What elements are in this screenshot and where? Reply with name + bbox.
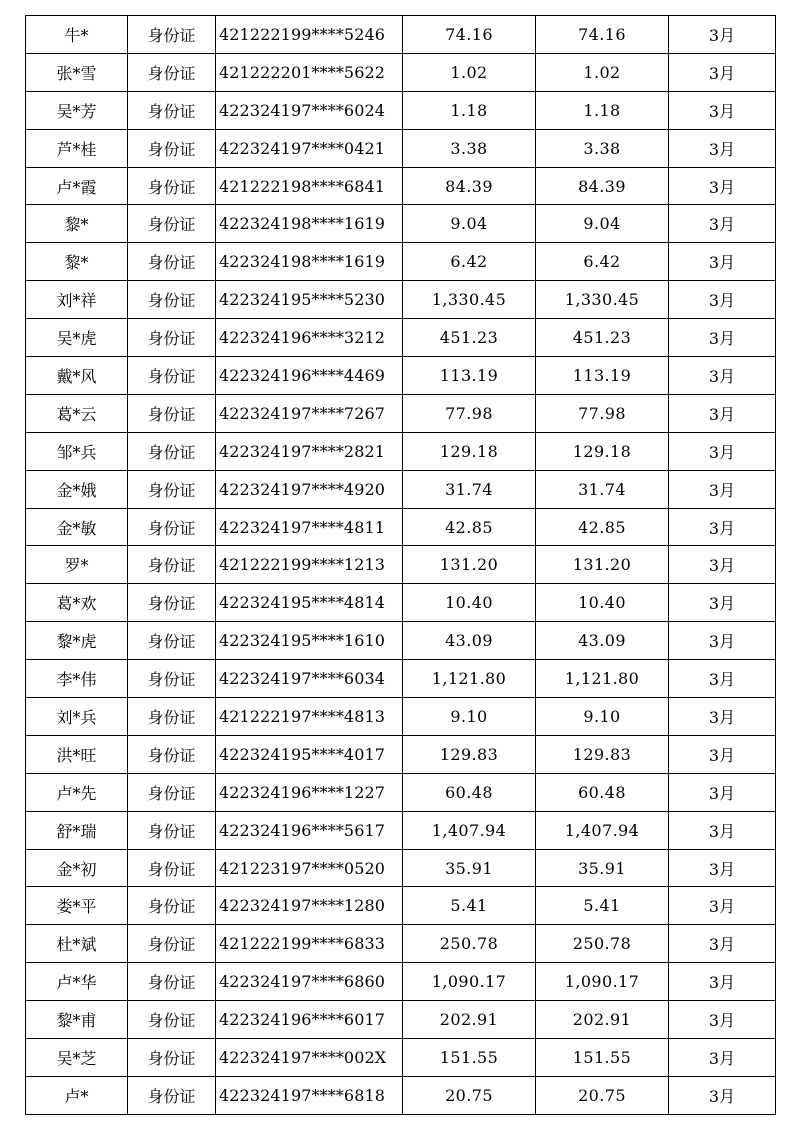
cell-name: 卢* [26, 1076, 128, 1114]
cell-doc-type: 身份证 [128, 91, 216, 129]
cell-doc-type: 身份证 [128, 394, 216, 432]
table-row [26, 432, 776, 470]
cell-doc-type: 身份证 [128, 887, 216, 925]
cell-amount-a: 74.16 [403, 16, 536, 54]
table-row [26, 470, 776, 508]
cell-id-number: 422324197****1280 [216, 887, 403, 925]
cell-month: 3月 [669, 773, 776, 811]
cell-amount-a: 129.18 [403, 432, 536, 470]
cell-month: 3月 [669, 167, 776, 205]
cell-doc-type: 身份证 [128, 16, 216, 54]
cell-id-number: 422324198****1619 [216, 243, 403, 281]
cell-amount-b: 1,121.80 [536, 660, 669, 698]
cell-amount-b: 1,407.94 [536, 811, 669, 849]
cell-amount-a: 1,407.94 [403, 811, 536, 849]
cell-month: 3月 [669, 622, 776, 660]
cell-amount-a: 43.09 [403, 622, 536, 660]
cell-amount-b: 1.02 [536, 53, 669, 91]
cell-doc-type: 身份证 [128, 129, 216, 167]
cell-amount-a: 1.02 [403, 53, 536, 91]
cell-amount-b: 1,330.45 [536, 281, 669, 319]
cell-amount-b: 43.09 [536, 622, 669, 660]
cell-month: 3月 [669, 319, 776, 357]
cell-doc-type: 身份证 [128, 698, 216, 736]
cell-name: 葛*云 [26, 394, 128, 432]
cell-amount-b: 31.74 [536, 470, 669, 508]
cell-id-number: 422324197****4811 [216, 508, 403, 546]
cell-month: 3月 [669, 281, 776, 319]
table-body [26, 16, 776, 1115]
cell-id-number: 422324196****1227 [216, 773, 403, 811]
cell-month: 3月 [669, 660, 776, 698]
cell-month: 3月 [669, 16, 776, 54]
cell-name: 卢*华 [26, 963, 128, 1001]
table-row [26, 1076, 776, 1114]
cell-amount-b: 129.18 [536, 432, 669, 470]
cell-month: 3月 [669, 963, 776, 1001]
cell-doc-type: 身份证 [128, 963, 216, 1001]
cell-amount-b: 113.19 [536, 357, 669, 395]
cell-id-number: 422324197****7267 [216, 394, 403, 432]
table-row [26, 622, 776, 660]
cell-amount-a: 42.85 [403, 508, 536, 546]
cell-month: 3月 [669, 811, 776, 849]
cell-amount-b: 74.16 [536, 16, 669, 54]
cell-name: 黎* [26, 205, 128, 243]
cell-doc-type: 身份证 [128, 167, 216, 205]
cell-name: 葛*欢 [26, 584, 128, 622]
cell-amount-b: 3.38 [536, 129, 669, 167]
cell-amount-a: 3.38 [403, 129, 536, 167]
cell-amount-b: 42.85 [536, 508, 669, 546]
cell-month: 3月 [669, 129, 776, 167]
cell-month: 3月 [669, 243, 776, 281]
cell-name: 金*初 [26, 849, 128, 887]
cell-name: 卢*先 [26, 773, 128, 811]
cell-doc-type: 身份证 [128, 53, 216, 91]
table-row [26, 735, 776, 773]
cell-id-number: 421222199****1213 [216, 546, 403, 584]
cell-month: 3月 [669, 53, 776, 91]
cell-month: 3月 [669, 1039, 776, 1077]
cell-amount-a: 113.19 [403, 357, 536, 395]
cell-name: 吴*芝 [26, 1039, 128, 1077]
cell-amount-a: 20.75 [403, 1076, 536, 1114]
cell-name: 李*伟 [26, 660, 128, 698]
cell-name: 罗* [26, 546, 128, 584]
cell-id-number: 422324195****5230 [216, 281, 403, 319]
cell-doc-type: 身份证 [128, 735, 216, 773]
cell-doc-type: 身份证 [128, 773, 216, 811]
cell-amount-a: 1,330.45 [403, 281, 536, 319]
table-row [26, 281, 776, 319]
table-row [26, 546, 776, 584]
cell-amount-a: 6.42 [403, 243, 536, 281]
cell-amount-a: 1,090.17 [403, 963, 536, 1001]
cell-name: 吴*芳 [26, 91, 128, 129]
cell-amount-a: 131.20 [403, 546, 536, 584]
table-row [26, 357, 776, 395]
cell-amount-b: 5.41 [536, 887, 669, 925]
cell-id-number: 421222199****6833 [216, 925, 403, 963]
cell-month: 3月 [669, 470, 776, 508]
cell-amount-b: 131.20 [536, 546, 669, 584]
cell-amount-b: 9.10 [536, 698, 669, 736]
cell-month: 3月 [669, 394, 776, 432]
cell-amount-a: 151.55 [403, 1039, 536, 1077]
cell-month: 3月 [669, 432, 776, 470]
table-row [26, 660, 776, 698]
cell-name: 张*雪 [26, 53, 128, 91]
cell-id-number: 422324195****4017 [216, 735, 403, 773]
table-row [26, 91, 776, 129]
cell-amount-a: 1.18 [403, 91, 536, 129]
cell-id-number: 422324196****5617 [216, 811, 403, 849]
table-row [26, 205, 776, 243]
cell-name: 黎*虎 [26, 622, 128, 660]
cell-amount-a: 35.91 [403, 849, 536, 887]
cell-name: 戴*风 [26, 357, 128, 395]
cell-amount-a: 10.40 [403, 584, 536, 622]
table-row [26, 1001, 776, 1039]
cell-doc-type: 身份证 [128, 584, 216, 622]
payment-table [25, 15, 776, 1115]
cell-id-number: 421222197****4813 [216, 698, 403, 736]
table-row [26, 963, 776, 1001]
cell-doc-type: 身份证 [128, 432, 216, 470]
cell-id-number: 422324195****1610 [216, 622, 403, 660]
cell-doc-type: 身份证 [128, 205, 216, 243]
table-row [26, 16, 776, 54]
table-row [26, 1039, 776, 1077]
cell-month: 3月 [669, 925, 776, 963]
cell-amount-b: 77.98 [536, 394, 669, 432]
table-row [26, 811, 776, 849]
cell-id-number: 422324197****2821 [216, 432, 403, 470]
cell-amount-b: 151.55 [536, 1039, 669, 1077]
cell-id-number: 421222201****5622 [216, 53, 403, 91]
table-row [26, 773, 776, 811]
table-row [26, 887, 776, 925]
cell-name: 舒*瑞 [26, 811, 128, 849]
cell-amount-b: 60.48 [536, 773, 669, 811]
table-row [26, 698, 776, 736]
cell-name: 杜*斌 [26, 925, 128, 963]
cell-amount-a: 250.78 [403, 925, 536, 963]
cell-month: 3月 [669, 584, 776, 622]
cell-name: 娄*平 [26, 887, 128, 925]
cell-amount-a: 202.91 [403, 1001, 536, 1039]
cell-doc-type: 身份证 [128, 1001, 216, 1039]
cell-month: 3月 [669, 735, 776, 773]
cell-id-number: 422324197****6024 [216, 91, 403, 129]
cell-month: 3月 [669, 849, 776, 887]
cell-amount-a: 60.48 [403, 773, 536, 811]
cell-doc-type: 身份证 [128, 849, 216, 887]
cell-amount-b: 202.91 [536, 1001, 669, 1039]
cell-amount-a: 5.41 [403, 887, 536, 925]
cell-name: 刘*兵 [26, 698, 128, 736]
cell-month: 3月 [669, 1076, 776, 1114]
cell-id-number: 422324197****4920 [216, 470, 403, 508]
cell-amount-a: 129.83 [403, 735, 536, 773]
cell-amount-b: 250.78 [536, 925, 669, 963]
cell-month: 3月 [669, 887, 776, 925]
cell-name: 吴*虎 [26, 319, 128, 357]
cell-month: 3月 [669, 205, 776, 243]
cell-doc-type: 身份证 [128, 622, 216, 660]
table-row [26, 243, 776, 281]
cell-amount-b: 35.91 [536, 849, 669, 887]
cell-id-number: 421222199****5246 [216, 16, 403, 54]
table-row [26, 53, 776, 91]
cell-amount-a: 9.04 [403, 205, 536, 243]
cell-doc-type: 身份证 [128, 546, 216, 584]
cell-month: 3月 [669, 508, 776, 546]
cell-name: 芦*桂 [26, 129, 128, 167]
cell-amount-b: 1,090.17 [536, 963, 669, 1001]
cell-doc-type: 身份证 [128, 357, 216, 395]
cell-name: 牛* [26, 16, 128, 54]
cell-id-number: 422324197****0421 [216, 129, 403, 167]
table-row [26, 925, 776, 963]
table-row [26, 129, 776, 167]
cell-id-number: 422324197****002X [216, 1039, 403, 1077]
cell-amount-a: 9.10 [403, 698, 536, 736]
cell-name: 黎* [26, 243, 128, 281]
cell-name: 卢*霞 [26, 167, 128, 205]
cell-id-number: 422324198****1619 [216, 205, 403, 243]
cell-doc-type: 身份证 [128, 925, 216, 963]
cell-doc-type: 身份证 [128, 470, 216, 508]
cell-id-number: 421223197****0520 [216, 849, 403, 887]
cell-amount-b: 6.42 [536, 243, 669, 281]
cell-amount-a: 451.23 [403, 319, 536, 357]
cell-month: 3月 [669, 357, 776, 395]
cell-amount-b: 10.40 [536, 584, 669, 622]
cell-name: 邹*兵 [26, 432, 128, 470]
cell-doc-type: 身份证 [128, 811, 216, 849]
cell-month: 3月 [669, 698, 776, 736]
cell-id-number: 422324197****6818 [216, 1076, 403, 1114]
cell-doc-type: 身份证 [128, 243, 216, 281]
table-row [26, 508, 776, 546]
table-row [26, 584, 776, 622]
cell-id-number: 422324196****3212 [216, 319, 403, 357]
cell-doc-type: 身份证 [128, 1076, 216, 1114]
cell-id-number: 422324197****6034 [216, 660, 403, 698]
table-row [26, 394, 776, 432]
cell-month: 3月 [669, 546, 776, 584]
cell-name: 刘*祥 [26, 281, 128, 319]
cell-month: 3月 [669, 91, 776, 129]
table-row [26, 319, 776, 357]
table-row [26, 849, 776, 887]
cell-name: 金*娥 [26, 470, 128, 508]
cell-amount-b: 9.04 [536, 205, 669, 243]
cell-id-number: 422324197****6860 [216, 963, 403, 1001]
cell-id-number: 421222198****6841 [216, 167, 403, 205]
cell-doc-type: 身份证 [128, 1039, 216, 1077]
cell-amount-b: 129.83 [536, 735, 669, 773]
cell-doc-type: 身份证 [128, 660, 216, 698]
cell-amount-a: 31.74 [403, 470, 536, 508]
cell-amount-b: 20.75 [536, 1076, 669, 1114]
cell-id-number: 422324196****6017 [216, 1001, 403, 1039]
cell-name: 洪*旺 [26, 735, 128, 773]
cell-amount-b: 451.23 [536, 319, 669, 357]
cell-month: 3月 [669, 1001, 776, 1039]
cell-amount-a: 77.98 [403, 394, 536, 432]
cell-id-number: 422324196****4469 [216, 357, 403, 395]
cell-amount-b: 1.18 [536, 91, 669, 129]
cell-id-number: 422324195****4814 [216, 584, 403, 622]
cell-name: 金*敏 [26, 508, 128, 546]
cell-name: 黎*甫 [26, 1001, 128, 1039]
cell-amount-b: 84.39 [536, 167, 669, 205]
cell-amount-a: 84.39 [403, 167, 536, 205]
cell-doc-type: 身份证 [128, 508, 216, 546]
cell-amount-a: 1,121.80 [403, 660, 536, 698]
cell-doc-type: 身份证 [128, 281, 216, 319]
table-row [26, 167, 776, 205]
cell-doc-type: 身份证 [128, 319, 216, 357]
